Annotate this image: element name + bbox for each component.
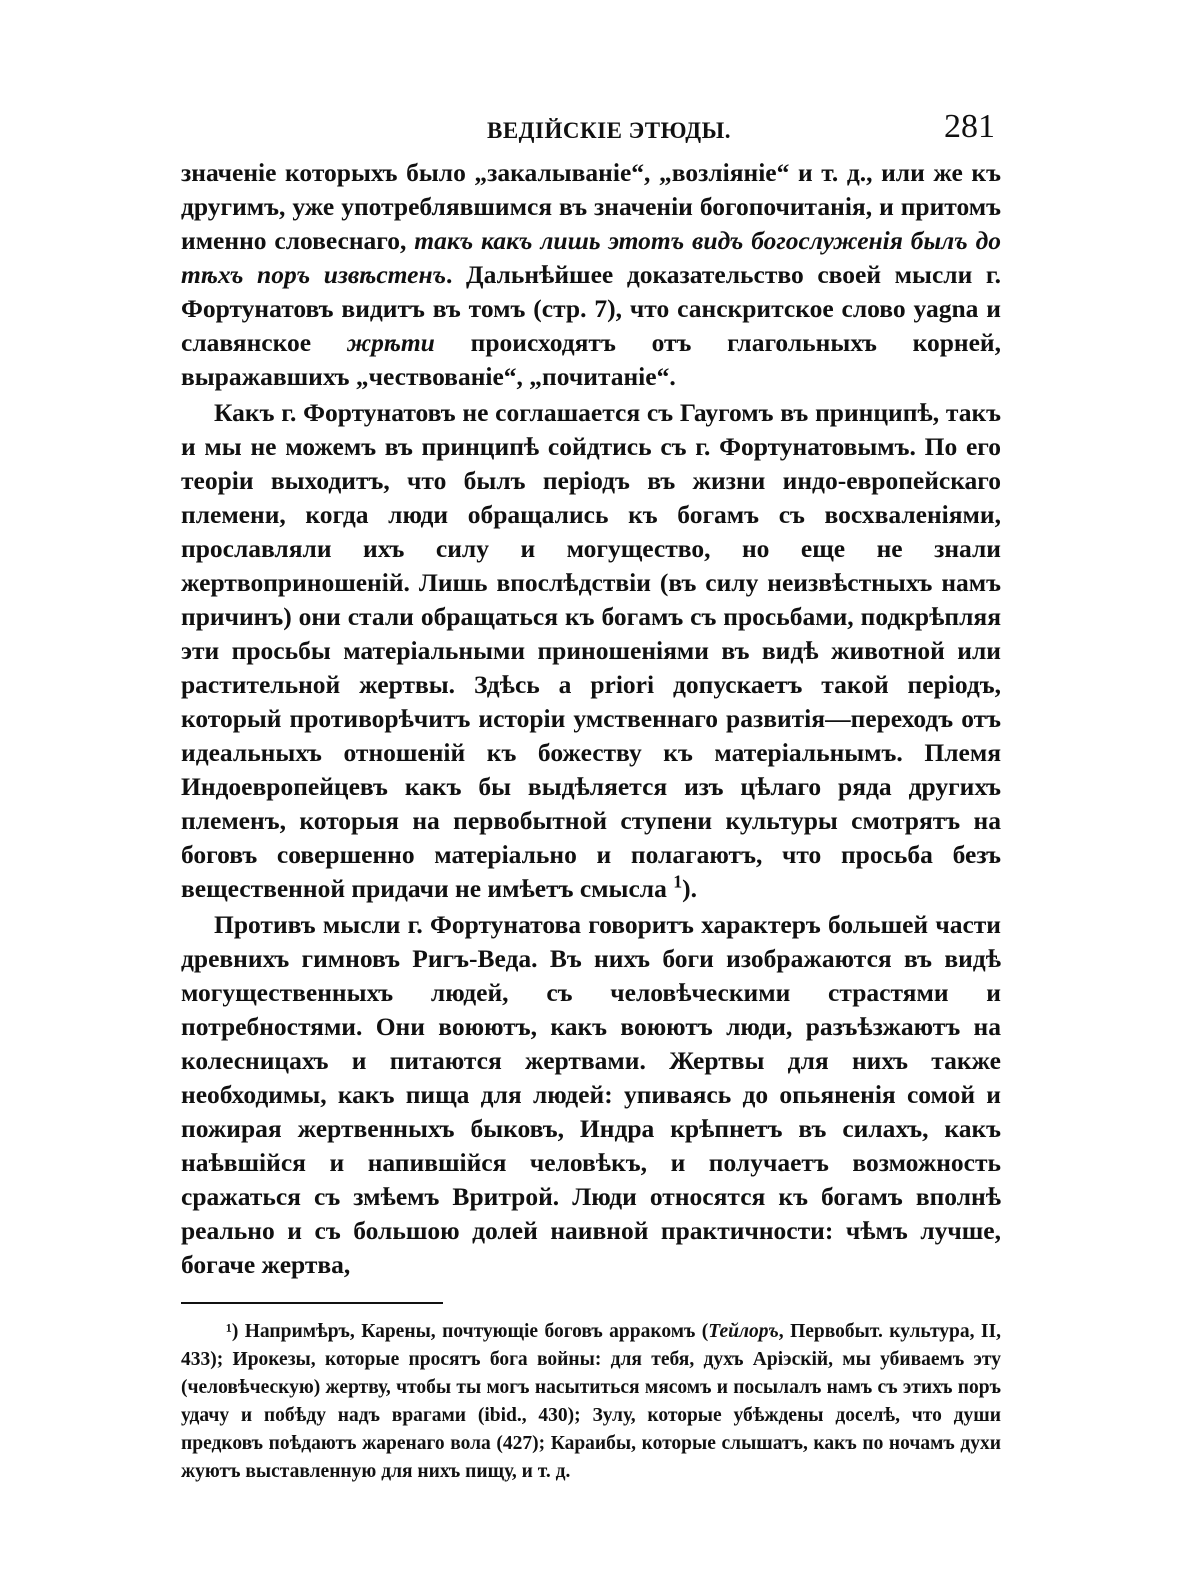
- footnote-marker: ¹): [226, 1321, 239, 1342]
- footnote-text-a: Напримѣръ, Карены, почтующіе боговъ арракомъ (: [238, 1321, 709, 1342]
- paragraph-fortunatov-critique: [181, 396, 1001, 906]
- paragraph-1-emphasis-2: жрѣти: [346, 328, 435, 357]
- paragraph-rigveda-hymns: [181, 908, 1001, 1282]
- page-number: 281: [944, 108, 995, 145]
- paragraph-3-text: Противъ мысли г. Фортунатова говоритъ характеръ большей части древнихъ гимновъ Ригъ-Веда. Въ нихъ боги изображаются въ видѣ могущественныхъ людей, съ человѣческими страстями и потребностями. Они воюютъ, какъ воюютъ люди, разъѣзжаютъ на колесницахъ и питаются жертвами. Жертвы для нихъ также необходимы, какъ пища для людей: упиваясь до опьяненія сомой и пожирая жертвенныхъ быковъ, Индра крѣпнетъ въ силахъ, какъ наѣвшійся и напившійся человѣкъ, и получаетъ возможность сражаться съ змѣемъ Вритрой. Люди относятся къ богамъ вполнѣ реально и съ большою долей наивной практичности: чѣмъ лучше, богаче жертва,: [181, 910, 1001, 1279]
- body-text: [181, 156, 1001, 1282]
- running-head: [181, 108, 1001, 156]
- paragraph-2-text-b: ).: [682, 874, 698, 903]
- paragraph-1-text-a: значеніе которыхъ было „закалываніе“, „возліяніе“ и т. д., или же къ другимъ, уже употреблявшимся въ значеніи богопочитанія, и притомъ именно словеснаго,: [181, 158, 1001, 255]
- paragraph-continuation: [181, 156, 1001, 394]
- footnote-emphasis: Тейлоръ: [708, 1321, 779, 1342]
- footnote-reference[interactable]: 1: [673, 871, 683, 892]
- paragraph-1-emphasis-1: такъ какъ лишь этотъ видъ богослуженія былъ до тѣхъ поръ извѣстенъ: [181, 226, 1001, 289]
- footnote: [181, 1318, 1001, 1486]
- footnote-divider: [181, 1302, 443, 1304]
- footnote-text-b: , Первобыт. культура, II, 433); Ирокезы, которые просятъ бога войны: для тебя, духъ Аріэскій, мы убиваемъ эту (человѣческую) жертву, чтобы ты могъ насытиться мясомъ и посылалъ намъ съ этихъ поръ удачу и побѣду надъ врагами (ibid., 430); Зулу, которые убѣждены доселѣ, что души предковъ поѣдаютъ жаренаго вола (427); Караибы, которые слышатъ, какъ по ночамъ духи жуютъ выставленную для нихъ пищу, и т. д.: [181, 1321, 1001, 1482]
- paragraph-1-text-b: . Дальнѣйшее доказательство своей мысли г. Фортунатовъ видитъ въ томъ (стр. 7), что санскритское слово уаgna и славянское: [181, 260, 1001, 357]
- running-title: ВЕДІЙСКІЕ ЭТЮДЫ.: [487, 118, 731, 143]
- paragraph-2-text-a: Какъ г. Фортунатовъ не соглашается съ Гаугомъ въ принципѣ, такъ и мы не можемъ въ принципѣ сойдтись съ г. Фортунатовымъ. По его теоріи выходитъ, что былъ періодъ въ жизни индо-европейскаго племени, когда люди обращались къ богамъ съ восхваленіями, прославляли ихъ силу и могущество, но еще не знали жертвоприношеній. Лишь впослѣдствіи (въ силу неизвѣстныхъ намъ причинъ) они стали обращаться къ богамъ съ просьбами, подкрѣпляя эти просьбы матеріальными приношеніями въ видѣ животной или растительной жертвы. Здѣсь a priori допускаетъ такой періодъ, который противорѣчитъ исторіи умственнаго развитія—переходъ отъ идеальныхъ отношеній къ божеству къ матеріальнымъ. Племя Индоевропейцевъ какъ бы выдѣляется изъ цѣлаго ряда другихъ племенъ, которыя на первобытной ступени культуры смотрятъ на боговъ совершенно матеріально и полагаютъ, что просьба безъ вещественной придачи не имѣетъ смысла: [181, 398, 1001, 903]
- book-page: [181, 108, 1001, 1486]
- paragraph-1-text-c: происходятъ отъ глагольныхъ корней, выражавшихъ „чествованіе“, „почитаніе“.: [181, 328, 1002, 391]
